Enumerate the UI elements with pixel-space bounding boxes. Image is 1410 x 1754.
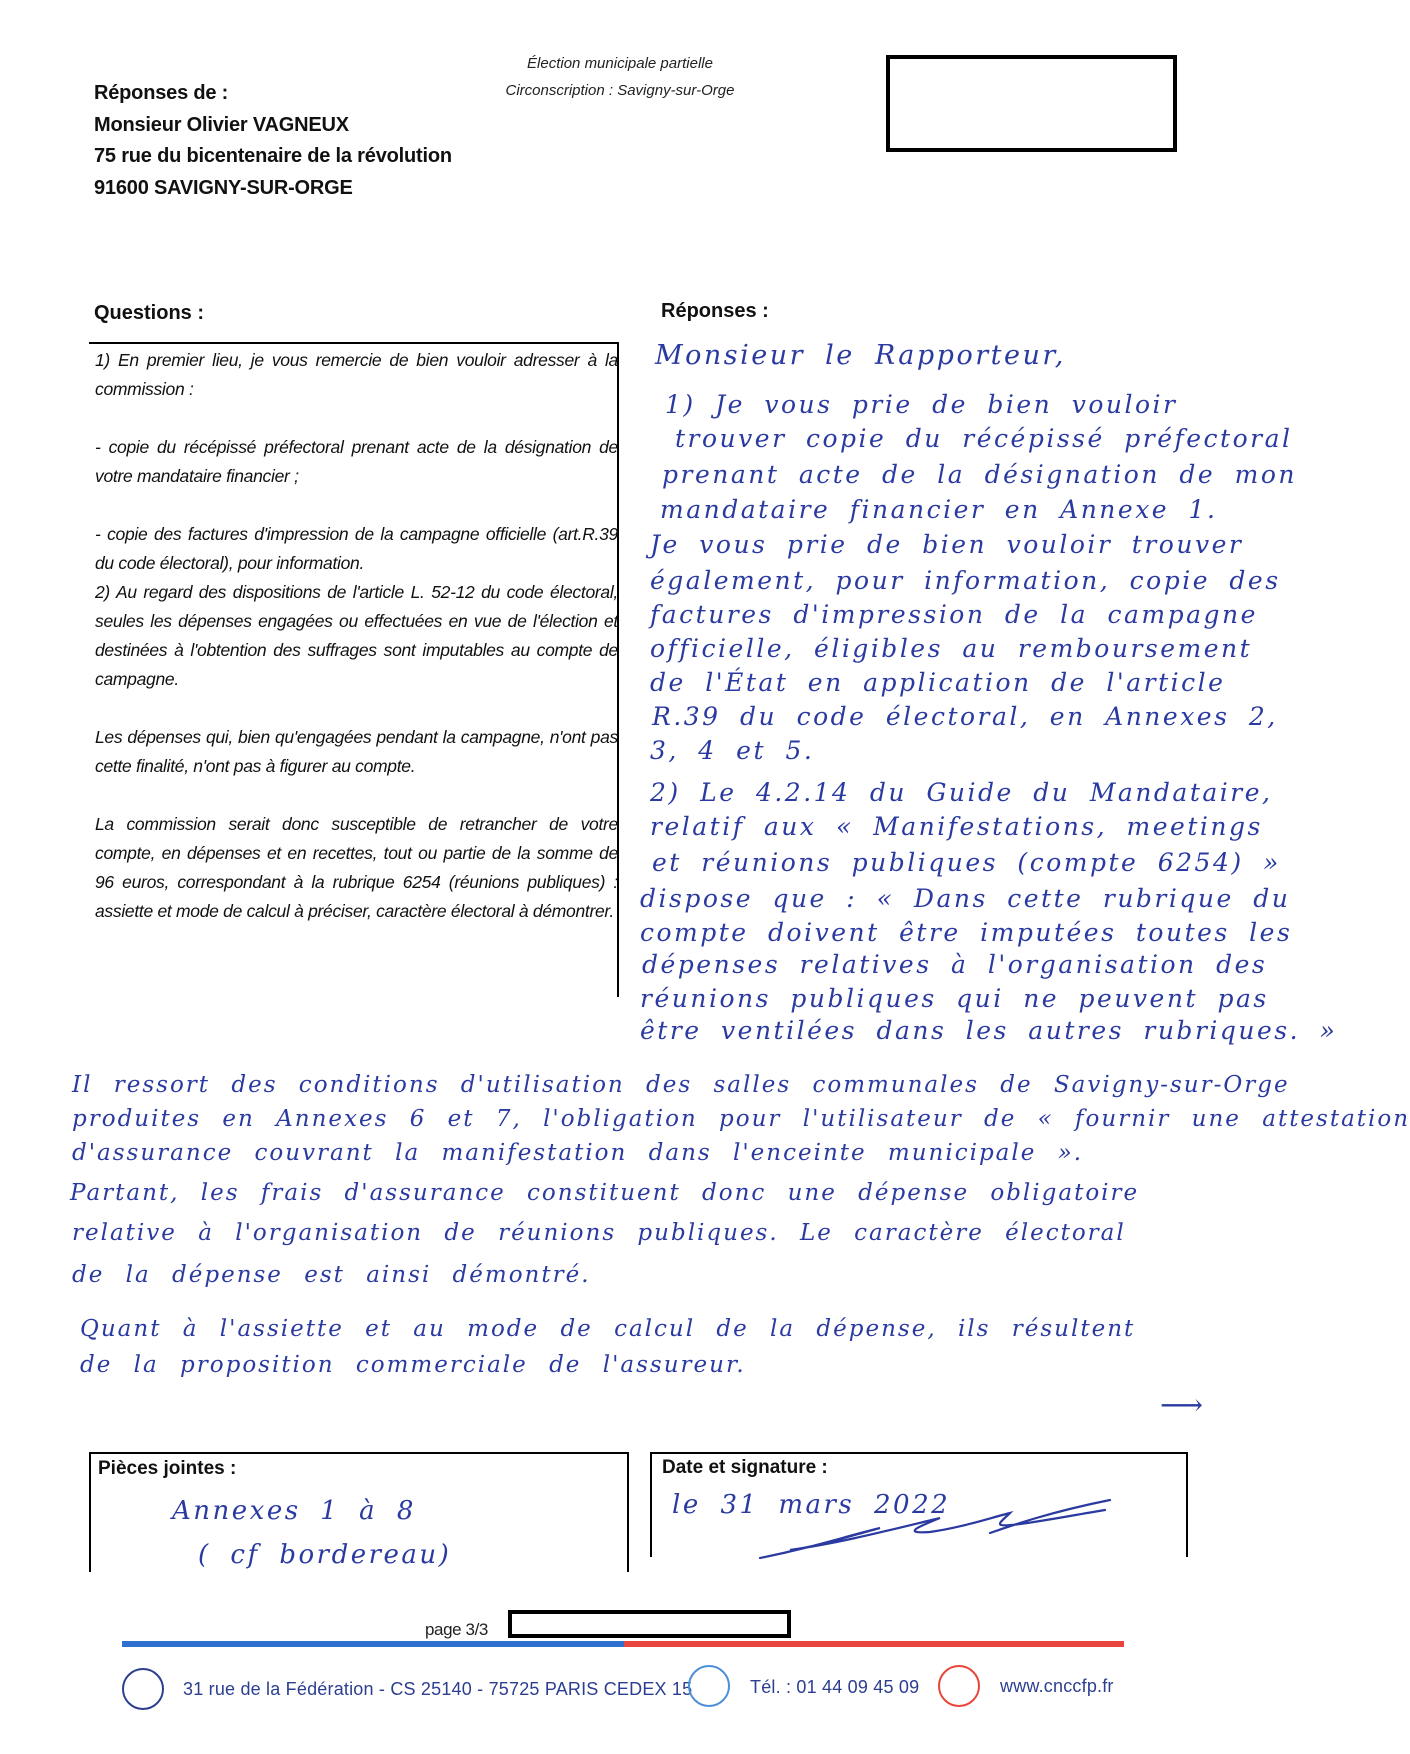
answer-line: réunions publiques qui ne peuvent pas <box>640 984 1269 1013</box>
answer-line: factures d'impression de la campagne <box>650 600 1258 629</box>
footer-phone-circle-icon <box>688 1665 730 1707</box>
answer-line: relatif aux « Manifestations, meetings <box>650 812 1263 841</box>
continuation-line: Il ressort des conditions d'utilisation des salles communales de Savigny-sur-Orge <box>72 1072 1290 1098</box>
answer-line: compte doivent être imputées toutes les <box>640 918 1293 947</box>
continue-arrow-icon: ⟶ <box>1160 1388 1204 1423</box>
answer-line: 1) Je vous prie de bien vouloir <box>665 390 1178 419</box>
continuation-line: relative à l'organisation de réunions publiques. Le caractère électoral <box>72 1220 1126 1246</box>
continuation-line: de la dépense est ainsi démontré. <box>72 1262 591 1288</box>
answer-line: et réunions publiques (compte 6254) » <box>652 848 1281 877</box>
answer-line: être ventilées dans les autres rubriques. » <box>640 1016 1338 1045</box>
attachments-reference: ( cf bordereau) <box>198 1540 452 1570</box>
answer-line: officielle, éligibles au remboursement <box>650 634 1253 663</box>
answer-line: de l'État en application de l'article <box>650 668 1226 697</box>
answers-title: Réponses : <box>661 300 769 322</box>
attachments-list: Annexes 1 à 8 <box>172 1496 416 1526</box>
answer-line: dispose que : « Dans cette rubrique du <box>640 884 1291 913</box>
answer-line: prenant acte de la désignation de mon <box>662 460 1298 489</box>
answer-line: dépenses relatives à l'organisation des <box>642 950 1268 979</box>
footer-circle-icon <box>122 1668 164 1710</box>
question-2-conclusion: La commission serait donc susceptible de retrancher de votre compte, en dépenses et en recettes, tout ou partie de la somme de 96 euros, correspondant à la rubrique 6254 (réunions publiques) : assiette et mode de calcul à préciser, caractère électoral à démontrer. <box>95 814 618 921</box>
continuation-line: de la proposition commerciale de l'assureur. <box>80 1352 746 1378</box>
question-1-intro: 1) En premier lieu, je vous remercie de bien vouloir adresser à la commission : <box>95 350 618 399</box>
election-header <box>470 50 770 104</box>
answer-line: 3, 4 et 5. <box>650 736 815 765</box>
sender-title: Réponses de : <box>94 82 229 104</box>
circonscription: Circonscription : Savigny-sur-Orge <box>505 82 735 99</box>
question-2-detail: Les dépenses qui, bien qu'engagées pendant la campagne, n'ont pas cette finalité, n'ont pas à figurer au compte. <box>95 727 618 776</box>
footer-bar-red <box>624 1641 1124 1647</box>
sender-city: 91600 SAVIGNY-SUR-ORGE <box>94 176 353 199</box>
sender-name: Monsieur Olivier VAGNEUX <box>94 113 349 136</box>
answer-line: 2) Le 4.2.14 du Guide du Mandataire, <box>650 778 1273 807</box>
signature-title: Date et signature : <box>662 1457 828 1478</box>
question-2: 2) Au regard des dispositions de l'article L. 52-12 du code électoral, seules les dépenses engagées ou effectuées en vue de l'élection et destinées à l'obtention des suffrages sont imputables au compte de campagne. <box>95 582 618 689</box>
continuation-line: Partant, les frais d'assurance constituent donc une dépense obligatoire <box>70 1180 1140 1206</box>
question-1-item-a: - copie du récépissé préfectoral prenant acte de la désignation de votre mandataire financier ; <box>95 437 618 486</box>
answer-line: trouver copie du récépissé préfectoral <box>675 424 1293 453</box>
footer-bar-blue <box>122 1641 624 1647</box>
footer-address: 31 rue de la Fédération - CS 25140 - 75725 PARIS CEDEX 15 <box>183 1679 693 1699</box>
footer-website[interactable]: www.cnccfp.fr <box>1000 1676 1114 1696</box>
footer-phone: Tél. : 01 44 09 45 09 <box>750 1677 920 1697</box>
question-1-item-b: - copie des factures d'impression de la campagne officielle (art.R.39 du code électoral), pour information. <box>95 524 618 573</box>
footer-web-circle-icon <box>938 1665 980 1707</box>
continuation-line: produites en Annexes 6 et 7, l'obligation pour l'utilisateur de « fournir une attestation <box>72 1106 1410 1132</box>
questions-text <box>95 346 618 926</box>
election-type: Élection municipale partielle <box>527 55 713 72</box>
answer-line: Je vous prie de bien vouloir trouver <box>650 530 1244 559</box>
redaction-box-top <box>886 55 1177 152</box>
continuation-line: d'assurance couvrant la manifestation dans l'enceinte municipale ». <box>72 1140 1084 1166</box>
questions-title: Questions : <box>94 302 205 324</box>
signature-date: le 31 mars 2022 <box>672 1490 951 1520</box>
handwritten-signature <box>750 1488 1130 1568</box>
attachments-title: Pièces jointes : <box>98 1458 237 1479</box>
answer-line: mandataire financier en Annexe 1. <box>660 495 1218 524</box>
sender-address: 75 rue du bicentenaire de la révolution <box>94 145 452 167</box>
answer-line: R.39 du code électoral, en Annexes 2, <box>652 702 1278 731</box>
page-number: page 3/3 <box>425 1620 488 1639</box>
sender-block <box>94 78 452 204</box>
answer-line: également, pour information, copie des <box>650 566 1281 595</box>
answer-line: Monsieur le Rapporteur, <box>655 340 1066 371</box>
redaction-box-bottom <box>508 1610 791 1638</box>
continuation-line: Quant à l'assiette et au mode de calcul de la dépense, ils résultent <box>80 1316 1136 1342</box>
